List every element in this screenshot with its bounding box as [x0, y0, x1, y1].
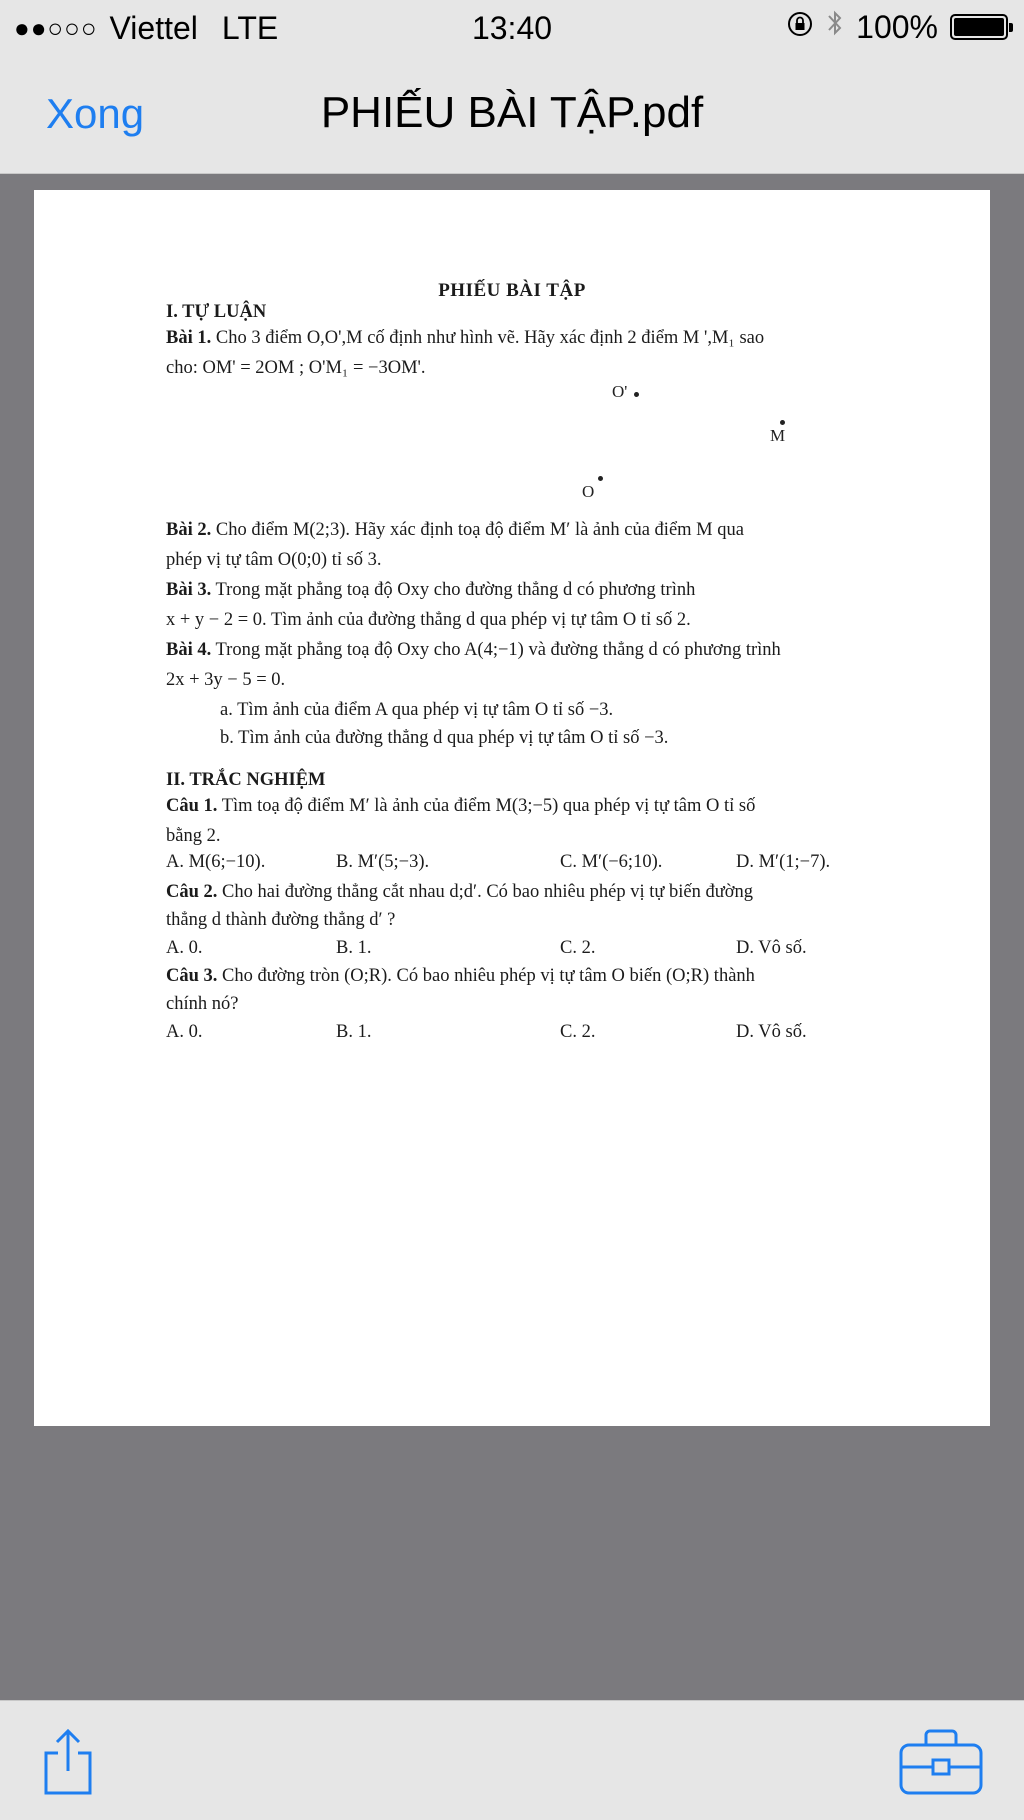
status-bar	[0, 0, 1024, 58]
exercise-text: Cho điểm M(2;3). Hãy xác định toạ độ điểm M′ là ảnh của điểm M qua	[211, 520, 744, 540]
exercise-2-line-2: phép vị tự tâm O(0;0) tỉ số 3.	[166, 550, 382, 570]
question-label: Câu 2.	[166, 882, 218, 902]
exercise-text: Cho 3 điểm O,O',M cố định như hình vẽ. Hãy xác định 2 điểm M ',M₁ sao	[211, 328, 765, 348]
section-heading: I. TỰ LUẬN	[166, 302, 267, 322]
navigation-bar	[0, 58, 1024, 174]
exercise-label: Bài 1.	[166, 328, 212, 348]
answer-option-a: A. 0.	[166, 1022, 203, 1042]
point-o-prime	[612, 382, 639, 402]
exercise-2-line-1	[166, 520, 744, 541]
share-icon	[38, 1727, 98, 1797]
status-right	[786, 8, 1008, 46]
exercise-4-part-b: b. Tìm ảnh của đường thẳng d qua phép vị tự tâm O tỉ số −3.	[220, 728, 669, 748]
point-label: O'	[612, 382, 628, 401]
answer-option-c: C. 2.	[560, 938, 596, 958]
point-label: O	[582, 482, 595, 501]
question-2-line-1	[166, 882, 753, 903]
exercise-text: Trong mặt phẳng toạ độ Oxy cho đường thẳng d có phương trình	[211, 580, 696, 600]
point-m	[770, 426, 785, 446]
exercise-4-part-a: a. Tìm ảnh của điểm A qua phép vị tự tâm O tỉ số −3.	[220, 700, 614, 720]
question-2-line-2: thẳng d thành đường thẳng d′ ?	[166, 910, 396, 930]
exercise-4-line-2: 2x + 3y − 5 = 0.	[166, 670, 286, 690]
answer-option-b: B. 1.	[336, 1022, 372, 1042]
exercise-label: Bài 3.	[166, 580, 212, 600]
section-heading: II. TRẮC NGHIỆM	[166, 770, 326, 790]
question-3-line-2: chính nó?	[166, 994, 239, 1014]
question-text: Cho đường tròn (O;R). Có bao nhiêu phép vị tự tâm O biến (O;R) thành	[217, 966, 755, 986]
point-dot	[598, 476, 603, 481]
network-type: LTE	[221, 10, 279, 46]
answer-option-b: B. 1.	[336, 938, 372, 958]
done-button[interactable]: Xong	[46, 90, 145, 137]
question-label: Câu 3.	[166, 966, 218, 986]
exercise-3-line-2: x + y − 2 = 0. Tìm ảnh của đường thẳng d qua phép vị tự tâm O tỉ số 2.	[166, 610, 691, 630]
question-label: Câu 1.	[166, 796, 218, 816]
answer-option-d: D. Vô số.	[736, 1022, 807, 1042]
question-text: Cho hai đường thẳng cắt nhau d;d′. Có bao nhiêu phép vị tự biến đường	[217, 882, 754, 902]
bottom-toolbar	[0, 1700, 1024, 1820]
point-dot	[634, 392, 639, 397]
tools-button[interactable]	[898, 1727, 984, 1802]
answer-option-d: D. M′(1;−7).	[736, 852, 831, 872]
answer-option-d: D. Vô số.	[736, 938, 807, 958]
bluetooth-icon	[826, 8, 844, 46]
exercise-text: Trong mặt phẳng toạ độ Oxy cho A(4;−1) và đường thẳng d có phương trình	[211, 640, 781, 660]
point-dot	[780, 420, 785, 425]
exercise-3-line-1	[166, 580, 695, 601]
answer-option-a: A. 0.	[166, 938, 203, 958]
share-button[interactable]	[38, 1727, 98, 1802]
answer-option-c: C. M′(−6;10).	[560, 852, 663, 872]
clock: 13:40	[471, 10, 553, 46]
battery-percent: 100%	[856, 8, 938, 45]
answer-option-b: B. M′(5;−3).	[336, 852, 430, 872]
exercise-1-line-1	[166, 328, 764, 349]
point-label: M	[770, 426, 786, 445]
battery-icon	[950, 14, 1008, 40]
exercise-label: Bài 2.	[166, 520, 212, 540]
answer-option-a: A. M(6;−10).	[166, 852, 266, 872]
document-title: PHIẾU BÀI TẬP.pdf	[320, 88, 704, 137]
pdf-page[interactable]	[34, 190, 990, 1426]
exercise-label: Bài 4.	[166, 640, 212, 660]
toolbox-icon	[898, 1727, 984, 1797]
question-1-line-1	[166, 796, 755, 817]
signal-strength-icon: ●●○○○	[14, 13, 98, 43]
question-3-line-1	[166, 966, 755, 987]
question-1-line-2: bằng 2.	[166, 826, 221, 846]
answer-option-c: C. 2.	[560, 1022, 596, 1042]
exercise-4-line-1	[166, 640, 781, 661]
question-text: Tìm toạ độ điểm M′ là ảnh của điểm M(3;−5) qua phép vị tự tâm O tỉ số	[217, 796, 756, 816]
point-o	[582, 482, 594, 502]
exercise-1-line-2: cho: OM' = 2OM ; O'M₁ = −3OM'.	[166, 358, 426, 378]
worksheet-title: PHIẾU BÀI TẬP	[438, 280, 586, 301]
orientation-lock-icon	[786, 9, 814, 46]
carrier-name: Viettel	[109, 10, 198, 46]
